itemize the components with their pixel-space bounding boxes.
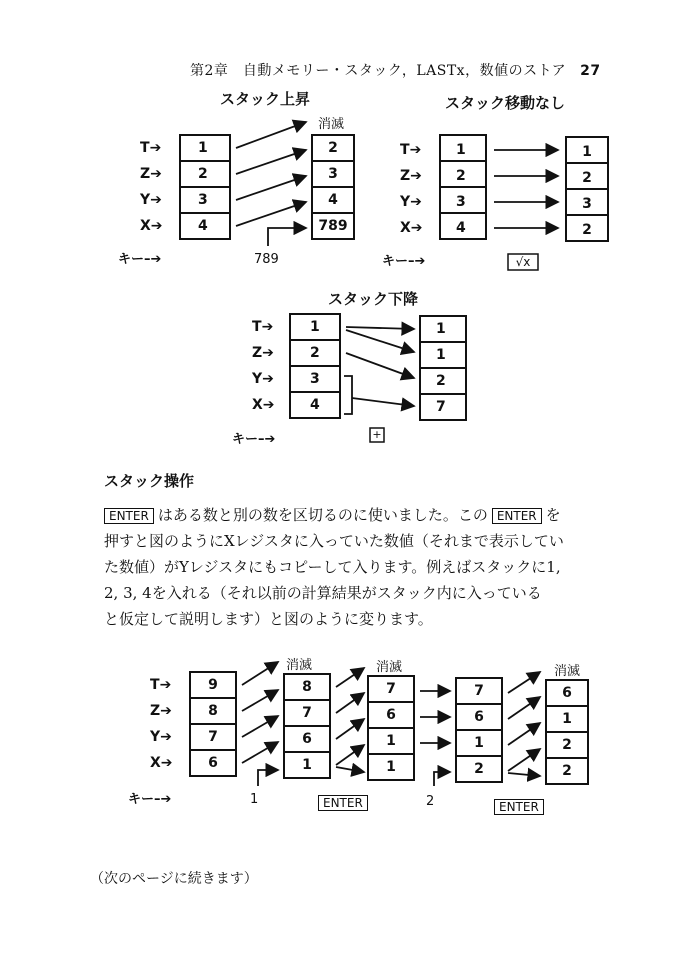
stack-cell: 6 xyxy=(208,755,218,771)
enter-key-inline: ENTER xyxy=(492,508,542,524)
section-title: スタック操作 xyxy=(104,472,195,490)
pointer-arrow-icon: ➔ xyxy=(410,168,422,184)
pointer-arrow-icon: ➔ xyxy=(150,166,162,182)
pointer-arrow-icon: ➔ xyxy=(410,194,422,210)
diagram-drop-arrows xyxy=(344,327,414,414)
stack-cell: 4 xyxy=(456,220,466,236)
pointer-arrow-icon: ➔ xyxy=(150,192,162,208)
register-x-label: X xyxy=(150,755,161,771)
pointer-arrow-icon: ➔ xyxy=(150,218,163,234)
chapter-title: 第2章 自動メモリー・スタック，LASTx，数値のストア xyxy=(190,63,567,79)
enter-key-inline: ENTER xyxy=(104,508,154,524)
stack-cell: 8 xyxy=(302,679,312,695)
sequence-key-2 xyxy=(318,792,368,811)
register-z-label: Z xyxy=(150,703,161,719)
diagram-nomove-after-values xyxy=(566,139,608,243)
register-y-label: Y xyxy=(400,194,411,210)
pointer-arrow-icon: ➔ xyxy=(262,371,274,387)
register-t-label: T xyxy=(252,319,262,335)
register-y-label: Y xyxy=(252,371,263,387)
enter-key-box: ENTER xyxy=(318,795,368,811)
stack-cell: 6 xyxy=(474,709,484,725)
diagram-nomove-arrows xyxy=(494,150,558,228)
sequence-column-3 xyxy=(368,676,414,780)
diagram-lift-key-value: 789 xyxy=(254,252,279,267)
paragraph-line-3: た数値）がYレジスタにもコピーして入ります。例えばスタックに1, xyxy=(104,558,561,576)
register-t-label: T xyxy=(400,142,410,158)
sequence-vanish-label-1: 消滅 xyxy=(286,658,313,673)
stack-cell: 6 xyxy=(302,731,312,747)
stack-cell: 1 xyxy=(386,759,396,775)
paragraph-line-5: と仮定して説明します）と図のように変ります。 xyxy=(104,610,433,628)
stack-cell: 2 xyxy=(310,345,320,361)
pointer-arrow-icon: ➔ xyxy=(410,220,423,236)
sequence-column-1 xyxy=(190,672,236,776)
register-z-label: Z xyxy=(252,345,263,361)
stack-cell: 2 xyxy=(328,140,338,156)
pointer-arrow-icon: ➔ xyxy=(409,142,422,158)
pointer-arrow-icon: ➔ xyxy=(150,252,162,267)
pointer-arrow-icon: ➔ xyxy=(160,792,172,807)
pointer-arrow-icon: ➔ xyxy=(159,677,172,693)
sqrt-key: √x xyxy=(515,255,531,269)
pointer-arrow-icon: ➔ xyxy=(414,254,426,269)
pointer-arrow-icon: ➔ xyxy=(160,729,172,745)
sequence-vanish-label-2: 消滅 xyxy=(376,660,403,675)
stack-cell: 4 xyxy=(198,218,208,234)
sequence-key-4 xyxy=(494,796,544,815)
sequence-column-2 xyxy=(284,674,330,778)
diagram-lift-labels xyxy=(140,135,163,239)
sequence-labels xyxy=(150,672,173,776)
pointer-arrow-icon: ➔ xyxy=(262,345,274,361)
section-paragraph xyxy=(104,502,634,632)
stack-cell: 1 xyxy=(456,142,466,158)
register-t-label: T xyxy=(140,140,150,156)
register-x-label: X xyxy=(400,220,411,236)
stack-cell: 2 xyxy=(436,373,446,389)
stack-cell: 6 xyxy=(562,685,572,701)
stack-cell: 4 xyxy=(328,192,338,208)
stack-cell: 2 xyxy=(562,737,572,753)
stack-cell: 3 xyxy=(328,166,338,182)
sequence-key-label: キー–➔ xyxy=(128,792,172,807)
stack-cell: 7 xyxy=(436,399,446,415)
stack-cell: 1 xyxy=(198,140,208,156)
diagram-lift-vanish-label: 消滅 xyxy=(318,117,345,132)
stack-cell: 2 xyxy=(198,166,208,182)
pointer-arrow-icon: ➔ xyxy=(160,755,173,771)
pointer-arrow-icon: ➔ xyxy=(160,703,172,719)
register-y-label: Y xyxy=(140,192,151,208)
pointer-arrow-icon: ➔ xyxy=(261,319,274,335)
stack-cell: 3 xyxy=(456,194,466,210)
stack-cell: 9 xyxy=(208,677,218,693)
sequence-column-4 xyxy=(456,678,502,782)
pointer-arrow-icon: ➔ xyxy=(149,140,162,156)
paragraph-line-1: ENTER はある数と別の数を区切るのに使いました。この ENTER を xyxy=(104,502,634,528)
stack-cell: 7 xyxy=(474,683,484,699)
sequence-key-1: 1 xyxy=(250,792,259,807)
register-z-label: Z xyxy=(400,168,411,184)
continued-note: （次のページに続きます） xyxy=(90,871,258,887)
plus-key: + xyxy=(372,428,382,441)
stack-cell: 4 xyxy=(310,397,320,413)
stack-cell: 1 xyxy=(436,321,446,337)
page-number: 27 xyxy=(580,63,601,79)
register-y-label: Y xyxy=(150,729,161,745)
stack-cell: 1 xyxy=(474,735,484,751)
stack-cell: 2 xyxy=(582,222,592,238)
stack-cell: 1 xyxy=(310,319,320,335)
register-x-label: X xyxy=(252,397,263,413)
paragraph-line-4: 2, 3, 4を入れる（それ以前の計算結果がスタック内に入っている xyxy=(104,584,542,602)
stack-cell: 1 xyxy=(302,757,312,773)
stack-cell: 7 xyxy=(208,729,218,745)
diagram-drop-labels xyxy=(252,314,275,418)
diagram-nomove-before-values xyxy=(456,137,466,241)
diagram-nomove-labels xyxy=(400,137,423,241)
pointer-arrow-icon: ➔ xyxy=(264,432,276,447)
pointer-arrow-icon: ➔ xyxy=(262,397,275,413)
stack-cell: 789 xyxy=(318,218,348,234)
diagram-drop-before-values xyxy=(310,314,320,418)
diagram-lift-after-values xyxy=(312,135,354,239)
paragraph-line-2: 押すと図のようにXレジスタに入っていた数値（それまで表示してい xyxy=(104,532,564,550)
stack-cell: 2 xyxy=(474,761,484,777)
stack-cell: 2 xyxy=(456,168,466,184)
stack-cell: 3 xyxy=(198,192,208,208)
register-z-label: Z xyxy=(140,166,151,182)
diagram-drop-title: スタック下降 xyxy=(328,290,419,308)
sequence-column-5 xyxy=(546,680,588,784)
stack-cell: 8 xyxy=(208,703,218,719)
diagram-drop-key-label: キー–➔ xyxy=(232,432,276,447)
stack-cell: 3 xyxy=(582,196,592,212)
diagram-lift-before-values xyxy=(198,135,208,239)
sequence-key-3: 2 xyxy=(426,794,435,809)
stack-cell: 1 xyxy=(386,733,396,749)
stack-cell: 7 xyxy=(302,705,312,721)
diagram-lift-arrows xyxy=(236,122,306,246)
stack-cell: 2 xyxy=(562,763,572,779)
diagram-drop-after-values xyxy=(436,316,446,420)
register-t-label: T xyxy=(150,677,160,693)
register-x-label: X xyxy=(140,218,151,234)
sequence-vanish-label-3: 消滅 xyxy=(554,664,581,679)
diagram-nomove-title: スタック移動なし xyxy=(445,94,566,112)
enter-key-box: ENTER xyxy=(494,799,544,815)
stack-cell: 1 xyxy=(436,347,446,363)
stack-cell: 1 xyxy=(582,144,592,160)
diagram-lift-title: スタック上昇 xyxy=(220,90,311,108)
stack-cell: 2 xyxy=(582,170,592,186)
stack-cell: 7 xyxy=(386,681,396,697)
stack-cell: 6 xyxy=(386,707,396,723)
stack-cell: 3 xyxy=(310,371,320,387)
diagram-lift-key-label: キー–➔ xyxy=(118,252,162,267)
stack-cell: 1 xyxy=(562,711,572,727)
diagram-nomove-key-label: キー–➔ xyxy=(382,254,426,269)
